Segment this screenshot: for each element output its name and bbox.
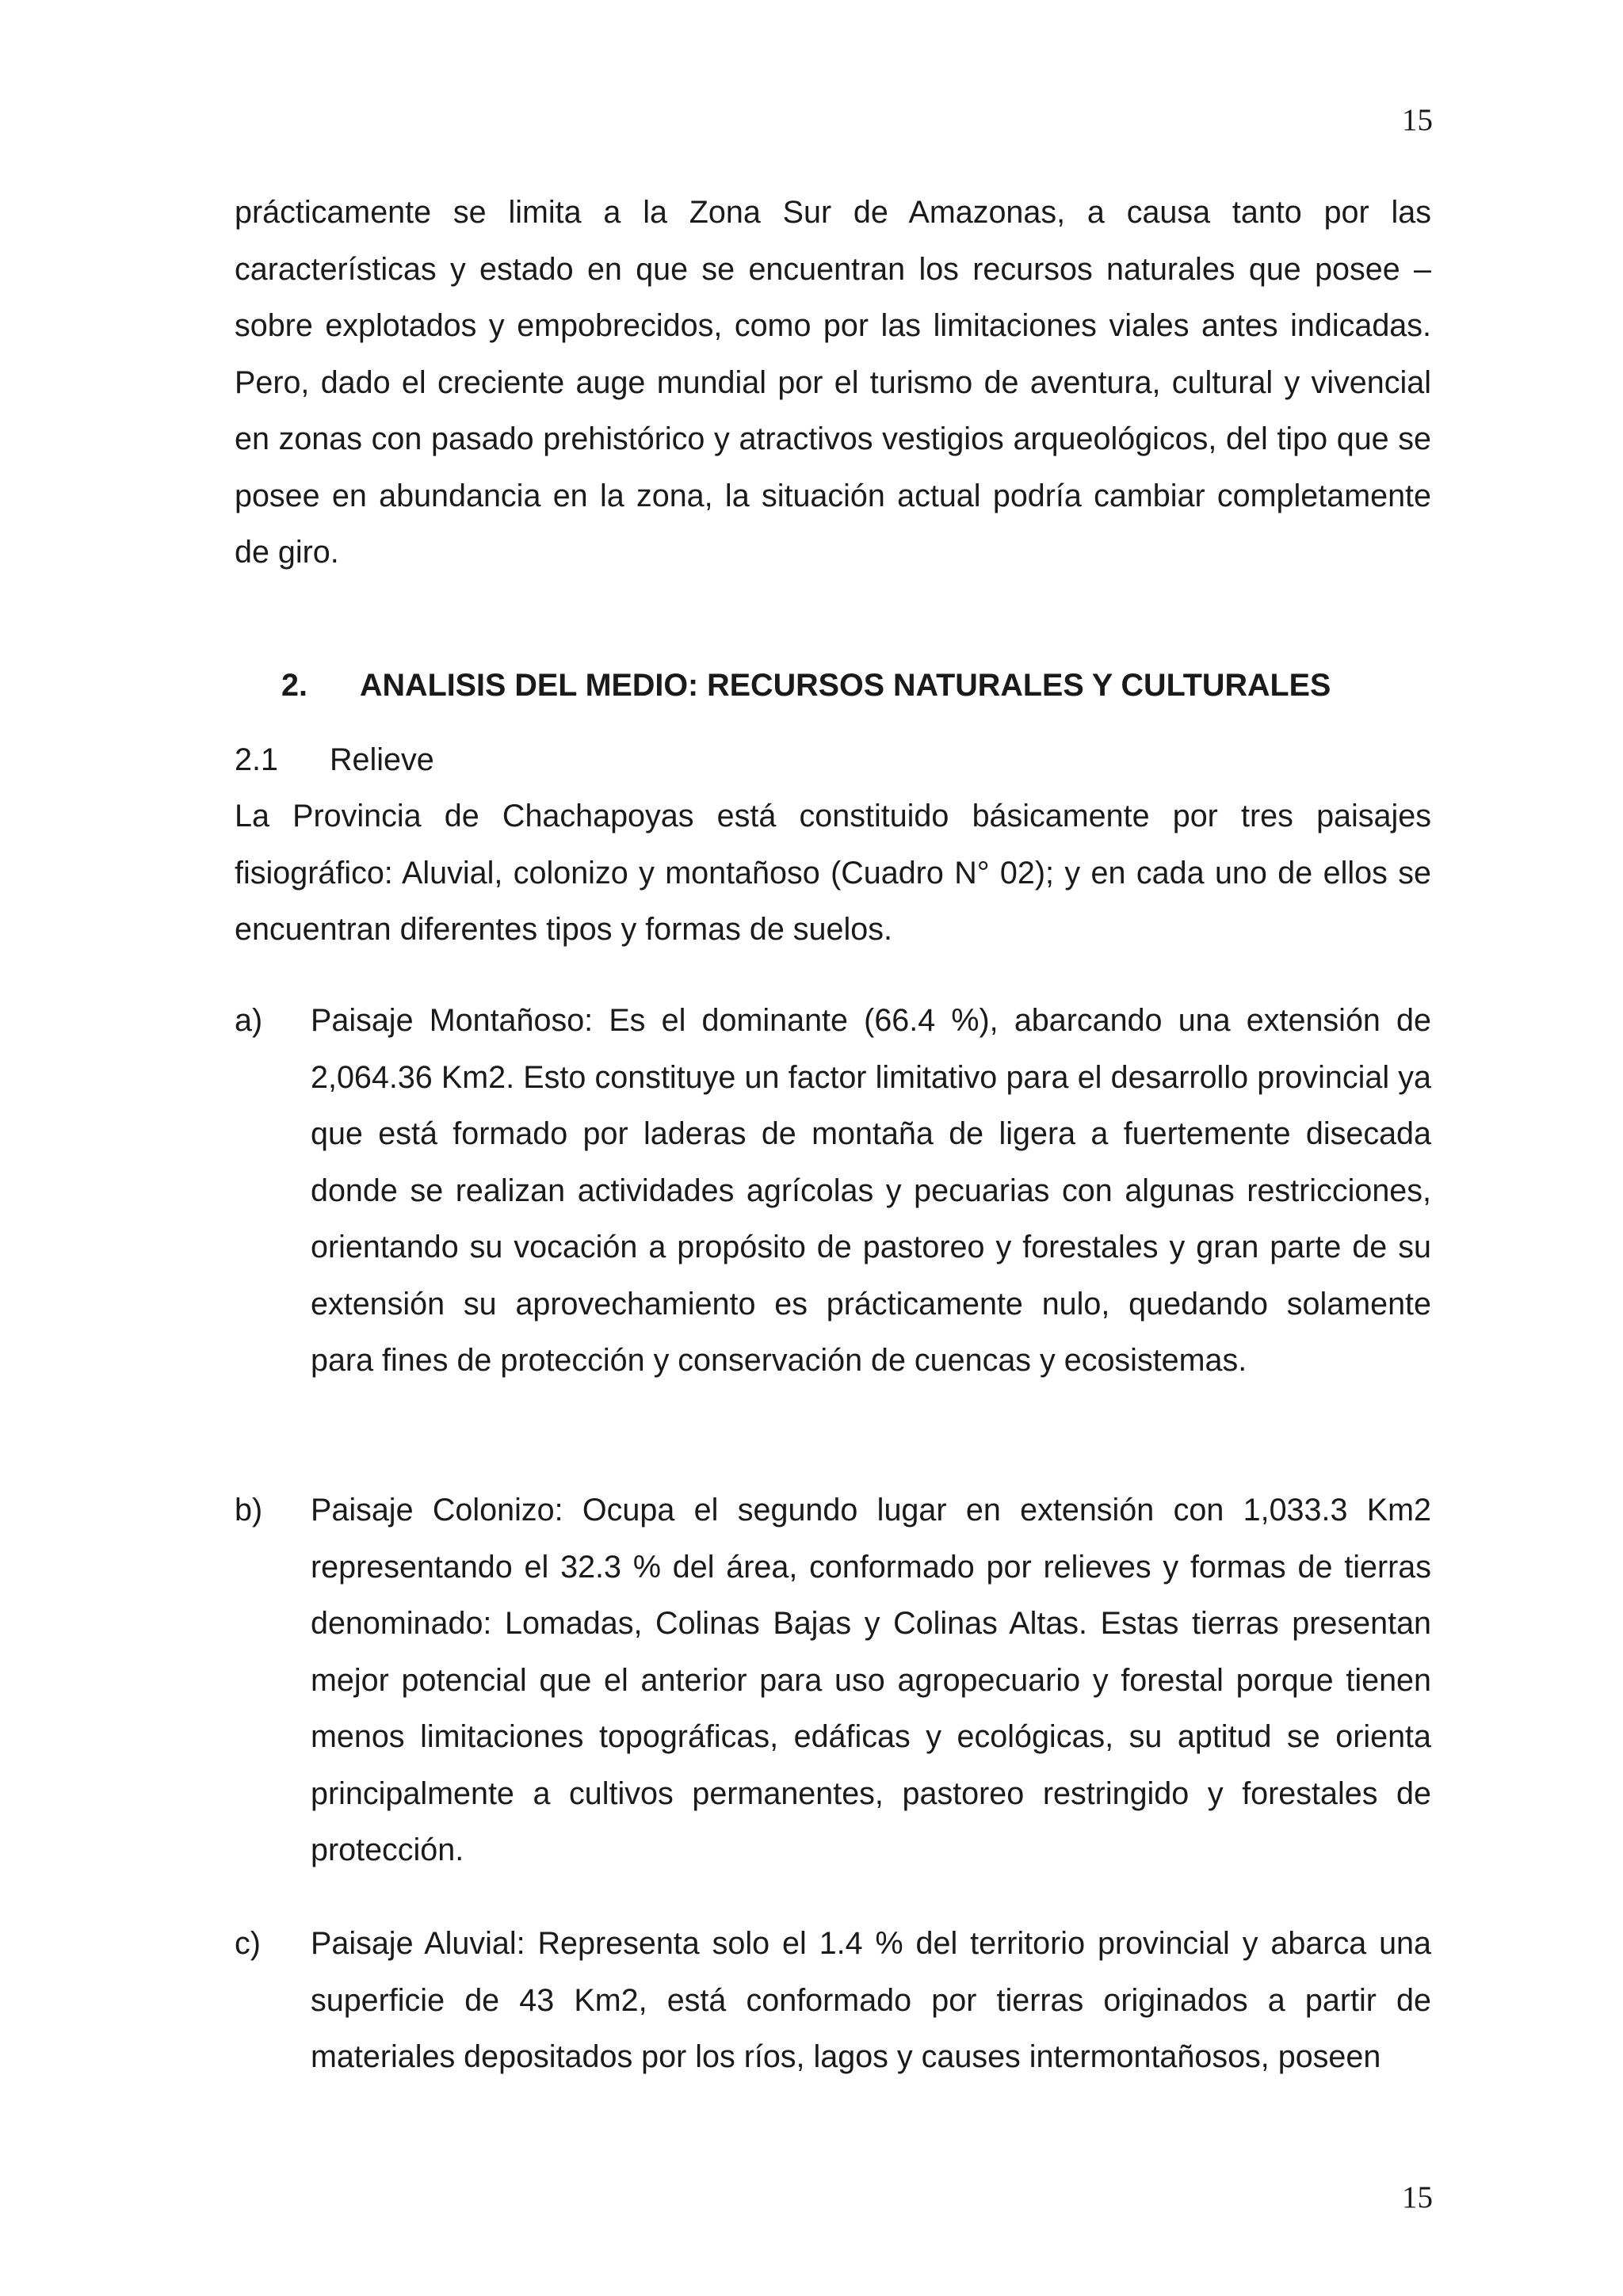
list-item <box>235 993 1431 1390</box>
intro-paragraph <box>235 185 1431 582</box>
list-item <box>235 1482 1431 1879</box>
list-marker: b) <box>235 1493 263 1527</box>
list-item <box>235 1916 1431 2086</box>
subsection-number: 2.1 <box>235 742 278 777</box>
intro-paragraph-text: prácticamente se limita a la Zona Sur de Amazonas, a causa tanto por las características y estado en que se encuentran los recursos naturales que posee – sobre explotados y empobrecidos, como por las limitaciones viales antes indicadas. Pero, dado el creciente auge mundial por el turismo de aventura, cultural y vivencial en zonas con pasado prehistórico y atractivos vestigios arqueológicos, del tipo que se posee en abundancia en la zona, la situación actual podría cambiar completamente de giro. <box>235 195 1431 570</box>
list-marker: c) <box>235 1926 261 1961</box>
list-item-text: Paisaje Colonizo: Ocupa el segundo lugar en extensión con 1,033.3 Km2 representando el 32.3 % del área, conformado por relieves y formas de tierras denominado: Lomadas, Colinas Bajas y Colinas Altas. Estas tierras presentan mejor potencial que el anterior para uso agropecuario y forestal porque tienen menos limitaciones topográficas, edáficas y ecológicas, su aptitud se orienta principalmente a cultivos permanentes, pastoreo restringido y forestales de protección. <box>311 1493 1431 1867</box>
subsection-heading <box>235 732 434 789</box>
relieve-paragraph-text: La Provincia de Chachapoyas está constituido básicamente por tres paisajes fisiográfico: Aluvial, colonizo y montañoso (Cuadro N° 02); y en cada uno de ellos se encuentran diferentes tipos y formas de suelos. <box>235 799 1431 947</box>
subsection-title: Relieve <box>330 742 434 777</box>
list-item-text: Paisaje Aluvial: Representa solo el 1.4 % del territorio provincial y abarca una superficie de 43 Km2, está conformado por tierras originados a partir de materiales depositados por los ríos, lagos y causes intermontañosos, poseen <box>311 1926 1431 2074</box>
list-marker: a) <box>235 1003 263 1038</box>
page-number-top: 15 <box>1402 103 1433 137</box>
section-heading <box>281 658 1331 715</box>
section-title: ANALISIS DEL MEDIO: RECURSOS NATURALES Y CULTURALES <box>360 668 1331 703</box>
section-number: 2. <box>281 668 307 703</box>
list-item-text: Paisaje Montañoso: Es el dominante (66.4 %), abarcando una extensión de 2,064.36 Km2. Esto constituye un factor limitativo para el desarrollo provincial ya que está formado por laderas de montaña de ligera a fuertemente disecada donde se realizan actividades agrícolas y pecuarias con algunas restricciones, orientando su vocación a propósito de pastoreo y forestales y gran parte de su extensión su aprovechamiento es prácticamente nulo, quedando solamente para fines de protección y conservación de cuencas y ecosistemas. <box>311 1003 1431 1378</box>
relieve-paragraph <box>235 788 1431 959</box>
page-number-bottom: 15 <box>1402 2180 1433 2214</box>
